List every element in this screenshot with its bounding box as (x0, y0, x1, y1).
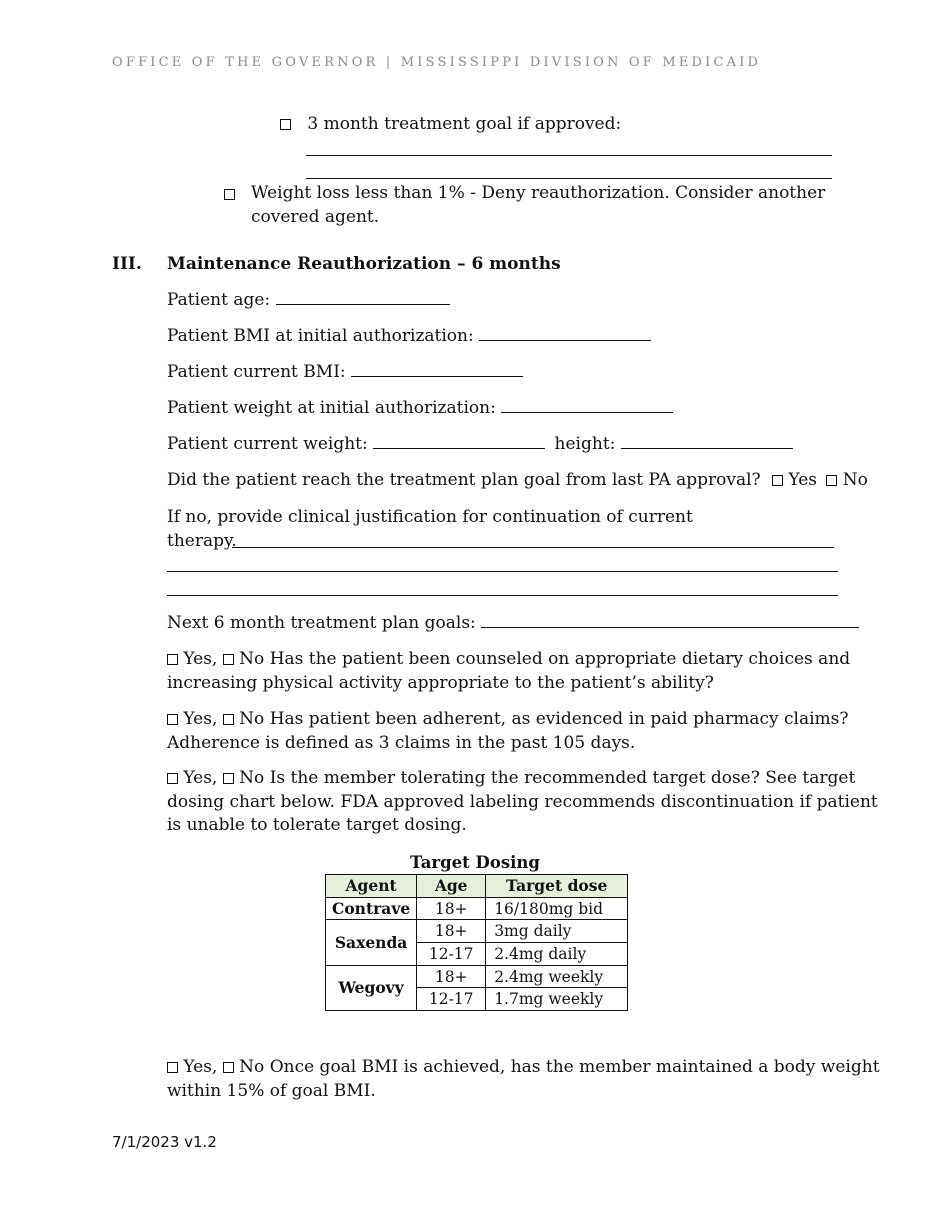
dose-cell: 1.7mg weekly (486, 988, 628, 1011)
age-cell: 18+ (417, 897, 486, 920)
agent-saxenda: Saxenda (326, 920, 417, 965)
tolerating-no-label: No (239, 768, 265, 788)
justification-text (167, 506, 693, 553)
adherent-line-2: Adherence is defined as 3 claims in the past 105 days. (167, 732, 636, 753)
bmi-current-input[interactable] (351, 362, 523, 377)
goal-3month-line-1[interactable] (306, 155, 832, 156)
page-header: OFFICE OF THE GOVERNOR | MISSISSIPPI DIVISION OF MEDICAID (112, 55, 762, 70)
patient-age-label: Patient age: (167, 290, 271, 310)
weight-current-row (167, 434, 793, 454)
dosing-table (325, 874, 628, 1011)
goal-3month-line-2[interactable] (306, 178, 832, 179)
maintained-yes-checkbox[interactable] (167, 1062, 178, 1073)
table-row (326, 897, 628, 920)
age-cell: 12-17 (417, 943, 486, 966)
reach-goal-question: Did the patient reach the treatment plan goal from last PA approval? (167, 470, 761, 490)
goal-3month-row (280, 114, 621, 134)
justification-line-2: therapy. (167, 530, 237, 551)
footer-version: 7/1/2023 v1.2 (112, 1133, 217, 1151)
bmi-current-row (167, 362, 523, 382)
next-goals-row (167, 613, 859, 633)
tolerating-line-3: is unable to tolerate target dosing. (167, 815, 467, 835)
weight-initial-label: Patient weight at initial authorization: (167, 398, 496, 418)
age-cell: 18+ (417, 965, 486, 988)
bmi-current-label: Patient current BMI: (167, 362, 346, 382)
bmi-initial-input[interactable] (479, 326, 651, 341)
header-age: Age (417, 875, 486, 898)
adherent-line-1: Has patient been adherent, as evidenced in paid pharmacy claims? (269, 709, 849, 729)
counseled-yes-checkbox[interactable] (167, 654, 178, 665)
counseled-line-2: increasing physical activity appropriate to the patient’s ability? (167, 672, 714, 693)
justification-input-line-2[interactable] (167, 571, 838, 572)
counseled-question (167, 648, 850, 695)
maintained-line-2: within 15% of goal BMI. (167, 1080, 376, 1101)
justification-input-line-3[interactable] (167, 595, 838, 596)
patient-age-row (167, 290, 450, 310)
reach-goal-yes-label: Yes (788, 470, 817, 490)
patient-age-input[interactable] (276, 290, 450, 305)
bmi-initial-label: Patient BMI at initial authorization: (167, 326, 474, 346)
weight-loss-text (251, 182, 825, 229)
justification-input-line-1[interactable] (232, 547, 834, 548)
tolerating-question (167, 767, 878, 838)
age-cell: 18+ (417, 920, 486, 943)
dose-cell: 2.4mg daily (486, 943, 628, 966)
height-input[interactable] (621, 434, 793, 449)
adherent-yes-label: Yes, (183, 709, 218, 729)
reach-goal-yes-checkbox[interactable] (772, 475, 783, 486)
maintained-question (167, 1056, 880, 1103)
dose-cell: 16/180mg bid (486, 897, 628, 920)
maintained-yes-label: Yes, (183, 1057, 218, 1077)
weight-initial-row (167, 398, 673, 418)
counseled-no-label: No (239, 649, 265, 669)
next-goals-input[interactable] (481, 613, 859, 628)
table-row (326, 965, 628, 988)
tolerating-yes-label: Yes, (183, 768, 218, 788)
dosing-table-header-row (326, 875, 628, 898)
maintained-no-checkbox[interactable] (223, 1062, 234, 1073)
adherent-yes-checkbox[interactable] (167, 714, 178, 725)
adherent-no-checkbox[interactable] (223, 714, 234, 725)
weight-current-label: Patient current weight: (167, 434, 368, 454)
adherent-no-label: No (239, 709, 265, 729)
weight-loss-line-2: covered agent. (251, 206, 380, 227)
section-numeral: III. (112, 254, 142, 274)
reach-goal-row (167, 470, 868, 490)
header-agent: Agent (326, 875, 417, 898)
dose-cell: 3mg daily (486, 920, 628, 943)
next-goals-label: Next 6 month treatment plan goals: (167, 613, 476, 633)
goal-3month-checkbox[interactable] (280, 119, 291, 130)
header-target-dose: Target dose (486, 875, 628, 898)
goal-3month-label: 3 month treatment goal if approved: (307, 114, 622, 134)
weight-current-input[interactable] (373, 434, 545, 449)
reach-goal-no-label: No (842, 470, 868, 490)
height-label: height: (554, 434, 616, 454)
tolerating-no-checkbox[interactable] (223, 773, 234, 784)
counseled-line-1: Has the patient been counseled on appropriate dietary choices and (269, 649, 851, 669)
justification-line-1: If no, provide clinical justification for continuation of current (167, 507, 693, 527)
weight-loss-checkbox[interactable] (224, 189, 235, 200)
counseled-no-checkbox[interactable] (223, 654, 234, 665)
tolerating-yes-checkbox[interactable] (167, 773, 178, 784)
section-title: Maintenance Reauthorization – 6 months (167, 254, 561, 274)
bmi-initial-row (167, 326, 651, 346)
weight-loss-line-1: Weight loss less than 1% - Deny reauthorization. Consider another (251, 183, 826, 203)
counseled-yes-label: Yes, (183, 649, 218, 669)
dosing-table-title: Target Dosing (410, 853, 540, 872)
weight-loss-checkbox-row (224, 184, 235, 204)
maintained-no-label: No (239, 1057, 265, 1077)
agent-wegovy: Wegovy (326, 965, 417, 1010)
tolerating-line-2: dosing chart below. FDA approved labeling recommends discontinuation if patient (167, 791, 878, 812)
agent-contrave: Contrave (326, 897, 417, 920)
dose-cell: 2.4mg weekly (486, 965, 628, 988)
tolerating-line-1: Is the member tolerating the recommended target dose? See target (269, 768, 856, 788)
reach-goal-no-checkbox[interactable] (826, 475, 837, 486)
adherent-question (167, 708, 848, 755)
maintained-line-1: Once goal BMI is achieved, has the member maintained a body weight (269, 1057, 880, 1077)
table-row (326, 920, 628, 943)
weight-initial-input[interactable] (501, 398, 673, 413)
age-cell: 12-17 (417, 988, 486, 1011)
